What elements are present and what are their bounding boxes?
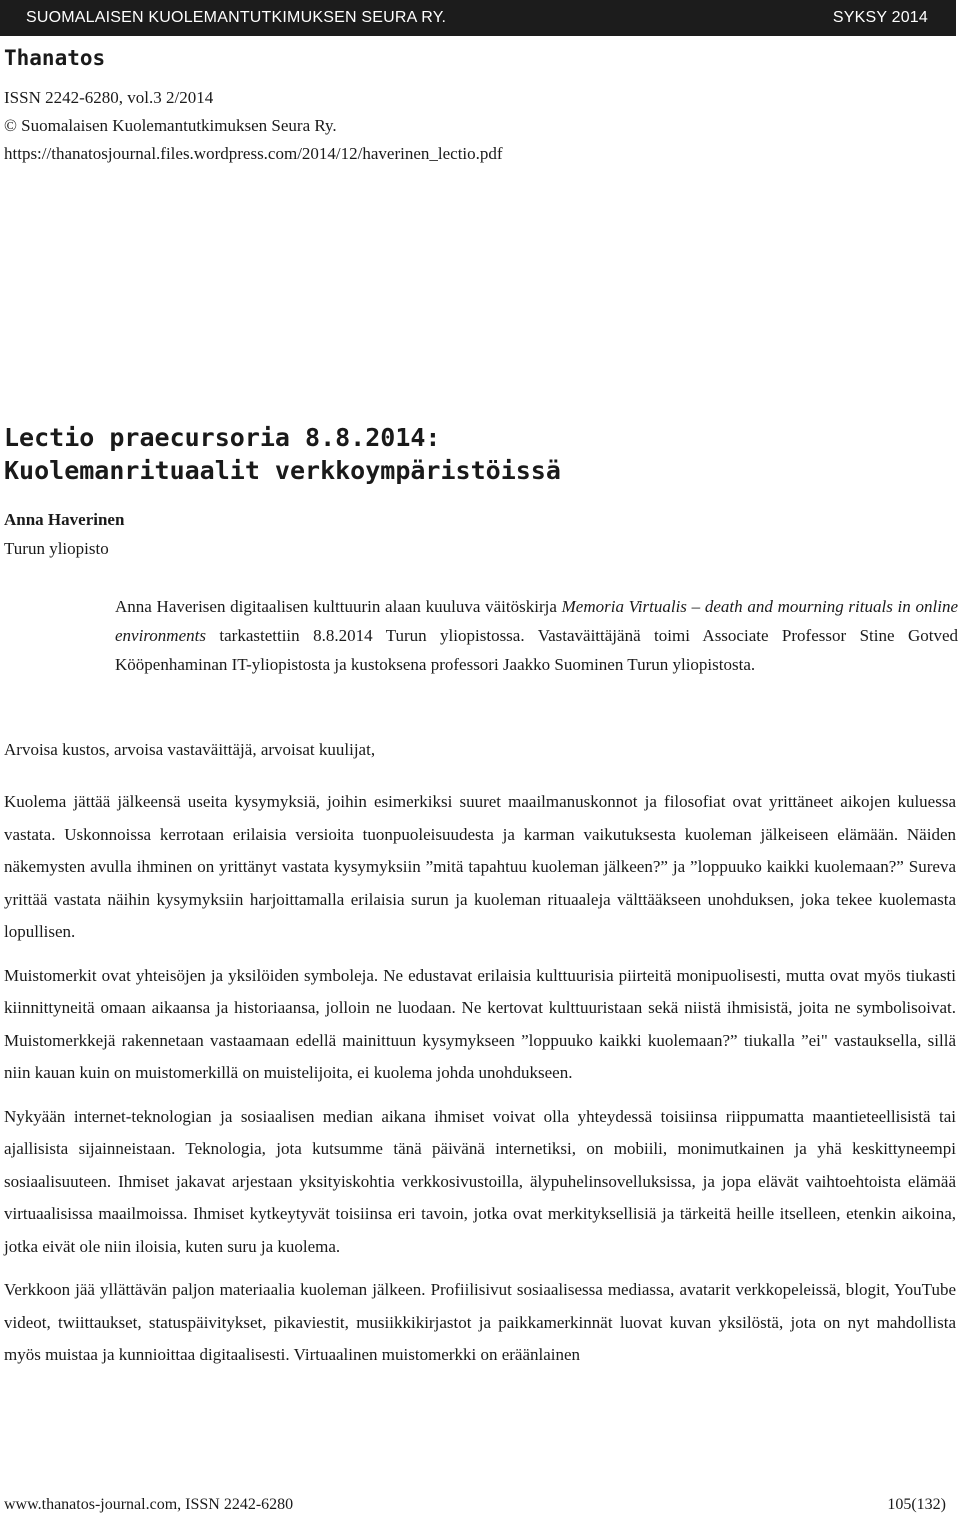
url-line[interactable]: https://thanatosjournal.files.wordpress.com/2014/12/haverinen_lectio.pdf (4, 144, 503, 163)
article-title-line-2: Kuolemanrituaalit verkkoympäristöissä (4, 456, 561, 485)
thesis-title: Memoria Virtualis – death and mourning rituals in online environments (115, 597, 958, 645)
paragraph-1: Kuolema jättää jälkeensä useita kysymyksiä, joihin esimerkiksi suuret maailmanuskonnot ja filosofiat ovat yrittäneet aikojen kuluessa vastata. Uskonnoissa kerrotaan erilaisia versioita tuonpuoleisuudesta ja karman vaikutuksesta kuoleman jälkeiseen elämään. Näiden näkemysten avulla ihminen on yrittänyt vastata kysymyksiin ”mitä tapahtuu kuoleman jälkeen?” ja ”loppuuko kaikki kuolemaan?” Sureva yrittää vastata näihin kysymyksiin harjoittamalla erilaisia surun ja kuoleman rituaaleja välttääkseen unohduksen, joka tekee kuolemasta lopullisen. (4, 792, 956, 941)
greeting: Arvoisa kustos, arvoisa vastaväittäjä, arvoisat kuulijat, (4, 740, 376, 759)
copyright-line: © Suomalaisen Kuolemantutkimuksen Seura Ry. (4, 116, 337, 135)
author-name: Anna Haverinen (4, 510, 125, 529)
issue-season: SYKSY 2014 (832, 9, 928, 26)
footer-website: www.thanatos-journal.com, ISSN 2242-6280 (4, 1496, 294, 1513)
author-affiliation: Turun yliopisto (4, 539, 109, 558)
journal-name: Thanatos (4, 46, 106, 70)
article-title-line-1: Lectio praecursoria 8.8.2014: (4, 423, 441, 452)
abstract-part-1: Anna Haverisen digitaalisen kulttuurin alaan kuuluva väitöskirja (115, 597, 562, 616)
paragraph-2: Muistomerkit ovat yhteisöjen ja yksilöiden symboleja. Ne edustavat erilaisia kulttuurisia piirteitä monipuolisesti, mutta ovat myös tiukasti kiinnittyneitä omaan aikaansa ja historiaansa, jolloin ne luodaan. Ne kertovat kulttuuristaan sekä niistä ihmisistä, joita ne symbolisoivat. Muistomerkkejä rakennetaan vastaamaan edellä mainittuun kysymykseen ”loppuuko kaikki kuolemaan?” tiukalla ”ei" vastauksella, sillä niin kauan kuin on muistomerkillä on muistelijoita, ei kuolema johda unohdukseen. (4, 965, 956, 1082)
issn-line: ISSN 2242-6280, vol.3 2/2014 (4, 88, 214, 107)
paragraph-3: Nykyään internet-teknologian ja sosiaalisen median aikana ihmiset voivat olla yhteydessä toisiinsa riippumatta maantieteellisistä tai ajallisista sijainneistaan. Teknologia, jota kutsumme tänä päivänä internetiksi, on mobiili, monimutkainen ja yhä keskittyneempi sosiaalisuuteen. Ihmiset jakavat arjestaan yksityiskohtia verkkosivustoilla, älypuhelinsovelluksissa, ja jopa elävät vaihtoehtoista elämää virtuaalisissa maailmoissa. Ihmiset kytkeytyvät toisiinsa eri tavoin, jotka ovat merkityksellisiä ja tärkeitä heille itselleen, etenkin aikoina, jotka eivät ole niin iloisia, kuten suru ja kuolema. (4, 1106, 956, 1256)
society-name: SUOMALAISEN KUOLEMANTUTKIMUKSEN SEURA RY. (26, 9, 447, 26)
abstract-part-2: tarkastettiin 8.8.2014 Turun yliopistossa. Vastaväittäjänä toimi Associate Professor Stine Gotved Kööpenhaminan IT-yliopistosta ja kustoksena professori Jaakko Suominen Turun yliopistosta. (115, 626, 958, 674)
body-text (4, 786, 956, 1383)
header-band (0, 0, 956, 36)
abstract (115, 592, 958, 679)
paragraph-4: Verkkoon jää yllättävän paljon materiaalia kuoleman jälkeen. Profiilisivut sosiaalisessa mediassa, avatarit verkkopeleissä, blogit, YouTube videot, twiittaukset, statuspäivitykset, pikaviestit, musiikkikirjastot ja paikkamerkinnät luovat kuvan yksilöstä, jota on nyt mahdollista myös muistaa ja kunnioittaa digitaalisesti. Virtuaalinen muistomerkki on eräänlainen (4, 1280, 956, 1364)
page-number: 105(132) (887, 1496, 946, 1513)
